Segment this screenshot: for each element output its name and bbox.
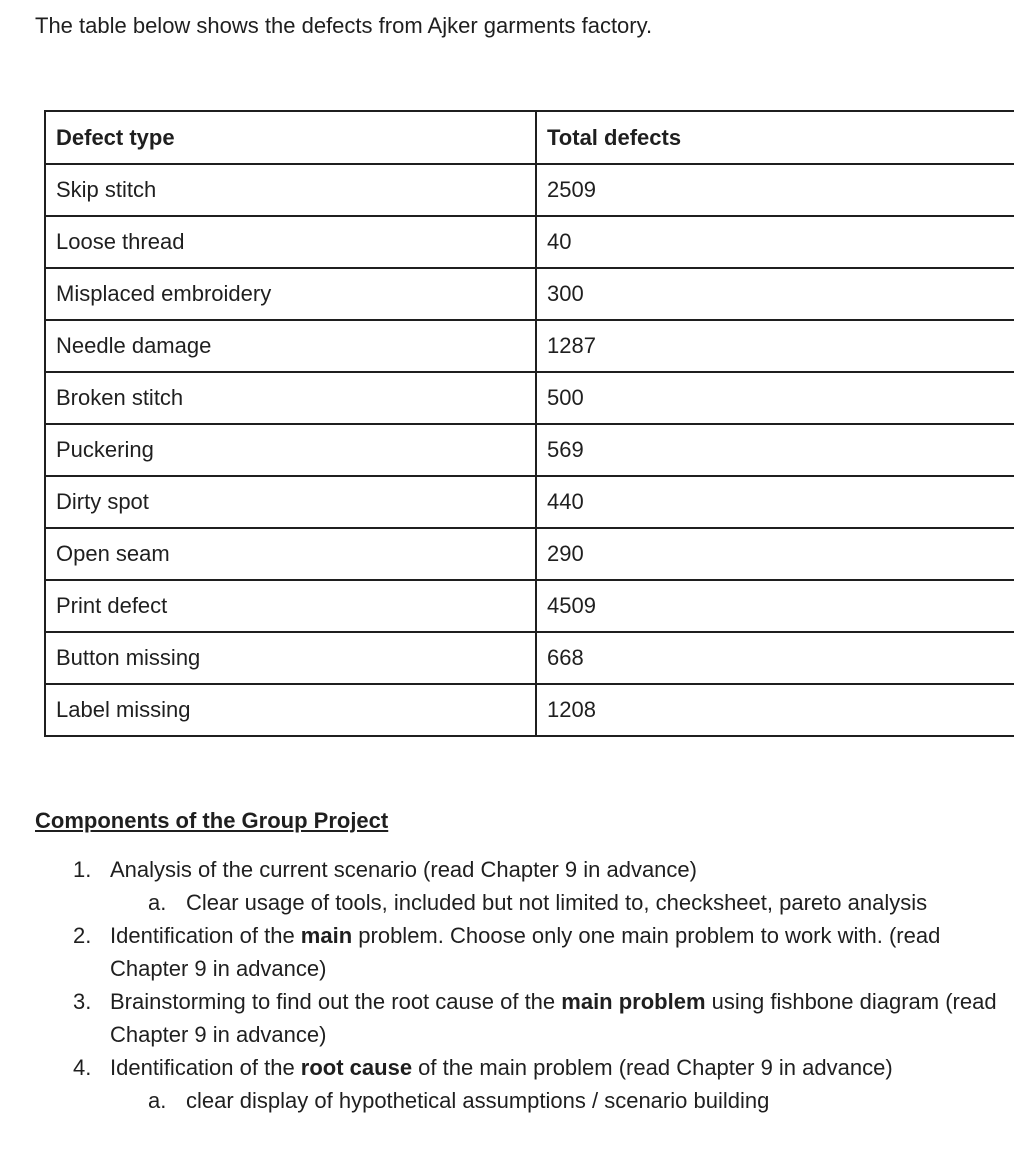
sub-list xyxy=(110,886,1004,919)
table-row xyxy=(45,216,1014,268)
text-run: Analysis of the current scenario (read Chapter 9 in advance) xyxy=(110,857,697,882)
table-row xyxy=(45,632,1014,684)
emphasis-text: main problem xyxy=(561,989,706,1014)
total-defects-cell: 290 xyxy=(536,528,1014,580)
defect-type-cell: Skip stitch xyxy=(45,164,536,216)
table-row xyxy=(45,424,1014,476)
total-defects-cell: 668 xyxy=(536,632,1014,684)
defect-type-cell: Label missing xyxy=(45,684,536,736)
table-row xyxy=(45,528,1014,580)
list-item xyxy=(0,1051,1014,1117)
sub-list-item-letter: a. xyxy=(148,890,167,915)
text-run: of the main problem (read Chapter 9 in advance) xyxy=(412,1055,893,1080)
total-defects-cell: 1287 xyxy=(536,320,1014,372)
total-defects-cell: 40 xyxy=(536,216,1014,268)
list-item-number: 3. xyxy=(73,989,92,1014)
table-row xyxy=(45,372,1014,424)
defect-type-cell: Needle damage xyxy=(45,320,536,372)
emphasis-text: main xyxy=(300,923,353,948)
text-run: Brainstorming to find out the root cause of the xyxy=(110,989,562,1014)
total-defects-cell: 440 xyxy=(536,476,1014,528)
defect-type-cell: Print defect xyxy=(45,580,536,632)
list-item-text xyxy=(110,989,997,1047)
table-row xyxy=(45,684,1014,736)
total-defects-cell: 1208 xyxy=(536,684,1014,736)
components-list xyxy=(0,853,1014,1117)
text-run: problem. Choose only one main problem to work with. (read Chapter 9 in advance) xyxy=(110,923,941,981)
table-row xyxy=(45,476,1014,528)
defect-type-cell: Open seam xyxy=(45,528,536,580)
text-run: Identification of the xyxy=(110,923,301,948)
list-item-number: 4. xyxy=(73,1055,92,1080)
list-item xyxy=(0,985,1014,1051)
header-total-defects: Total defects xyxy=(536,111,1014,164)
list-item xyxy=(0,919,1014,985)
defect-type-cell: Button missing xyxy=(45,632,536,684)
emphasis-text: root cause xyxy=(300,1055,413,1080)
sub-list xyxy=(110,1084,1004,1117)
list-item-number: 2. xyxy=(73,923,92,948)
sub-list-item xyxy=(110,1084,1004,1117)
table-body xyxy=(45,164,1014,736)
total-defects-cell: 569 xyxy=(536,424,1014,476)
sub-list-item xyxy=(110,886,1004,919)
defect-type-cell: Broken stitch xyxy=(45,372,536,424)
text-run: Identification of the xyxy=(110,1055,301,1080)
text-run: using fishbone diagram (read Chapter 9 in advance) xyxy=(110,989,997,1047)
total-defects-cell: 2509 xyxy=(536,164,1014,216)
header-defect-type: Defect type xyxy=(45,111,536,164)
list-item-text xyxy=(110,857,697,882)
total-defects-cell: 500 xyxy=(536,372,1014,424)
total-defects-cell: 300 xyxy=(536,268,1014,320)
sub-list-item-text: clear display of hypothetical assumptions / scenario building xyxy=(186,1088,770,1113)
table-header-row xyxy=(45,111,1014,164)
table-row xyxy=(45,164,1014,216)
defects-table xyxy=(44,110,1014,737)
list-item-number: 1. xyxy=(73,857,92,882)
list-item-text xyxy=(110,1055,893,1080)
total-defects-cell: 4509 xyxy=(536,580,1014,632)
defect-type-cell: Dirty spot xyxy=(45,476,536,528)
defect-type-cell: Misplaced embroidery xyxy=(45,268,536,320)
sub-list-item-letter: a. xyxy=(148,1088,167,1113)
section-title: Components of the Group Project xyxy=(35,808,389,833)
list-item-text xyxy=(110,923,940,981)
defect-type-cell: Loose thread xyxy=(45,216,536,268)
table-row xyxy=(45,320,1014,372)
intro-text: The table below shows the defects from Ajker garments factory. xyxy=(35,13,653,38)
list-item xyxy=(0,853,1014,919)
defect-type-cell: Puckering xyxy=(45,424,536,476)
table-row xyxy=(45,580,1014,632)
table-row xyxy=(45,268,1014,320)
sub-list-item-text: Clear usage of tools, included but not limited to, checksheet, pareto analysis xyxy=(186,890,928,915)
